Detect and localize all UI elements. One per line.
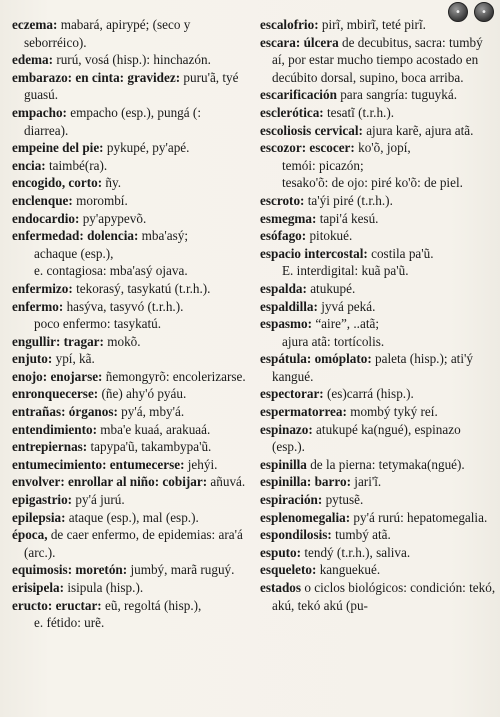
entry-headword: escara: úlcera bbox=[260, 34, 339, 50]
entry-gloss: jari'ĩ. bbox=[350, 474, 382, 490]
dictionary-entry bbox=[12, 51, 248, 69]
entry-gloss: paleta (hisp.); ati'ý kangué. bbox=[272, 351, 473, 384]
entry-headword: empeine del pie: bbox=[12, 140, 104, 156]
entry-subsense: tesako'õ: de ojo: piré ko'õ: de piel. bbox=[282, 175, 463, 191]
entry-gloss: eũ, regoltá (hisp.), bbox=[101, 597, 202, 613]
dictionary-entry bbox=[260, 315, 496, 333]
dictionary-entry bbox=[12, 491, 248, 509]
entry-gloss: pirĩ, mbirĩ, teté pirĩ. bbox=[318, 17, 426, 32]
entry-headword: empacho: bbox=[12, 104, 67, 120]
entry-headword: esclerótica: bbox=[260, 104, 324, 120]
entry-gloss: o ciclos biológicos: condición: tekó, akú, tekó akú (pu- bbox=[272, 580, 496, 613]
circle-button-icon[interactable]: • bbox=[474, 2, 494, 22]
entry-headword: endocardio: bbox=[12, 210, 80, 226]
entry-headword: estados bbox=[260, 580, 302, 595]
dictionary-entry bbox=[12, 526, 248, 561]
dictionary-entry bbox=[260, 544, 496, 562]
entry-gloss: mombý tyký reí. bbox=[346, 404, 438, 420]
entry-headword: espinazo: bbox=[260, 421, 313, 437]
entry-gloss: jumbý, marã ruguý. bbox=[127, 562, 235, 578]
dictionary-entry bbox=[12, 403, 248, 421]
entry-gloss: isipula (hisp.). bbox=[64, 580, 144, 595]
entry-headword: entendimiento: bbox=[12, 421, 97, 437]
dictionary-entry bbox=[260, 280, 496, 298]
entry-subsense: poco enfermo: tasykatú. bbox=[34, 316, 162, 332]
entry-gloss: rurú, vosá (hisp.): hinchazón. bbox=[53, 52, 211, 68]
entry-headword: espermatorrea: bbox=[260, 404, 347, 420]
entry-gloss: taimbé(ra). bbox=[45, 157, 108, 173]
entry-gloss: atukupé ka(ngué), espinazo (esp.). bbox=[272, 421, 461, 455]
dictionary-entry bbox=[260, 298, 496, 316]
entry-gloss: pitokué. bbox=[306, 228, 353, 244]
entry-gloss: ta'ýi piré (t.r.h.). bbox=[304, 192, 393, 208]
entry-headword: eczema: bbox=[12, 17, 58, 32]
dictionary-entry bbox=[260, 245, 496, 263]
dictionary-entry bbox=[12, 421, 248, 439]
dictionary-entry bbox=[12, 16, 248, 51]
entry-headword: escroto: bbox=[260, 192, 305, 208]
entry-headword: epilepsia: bbox=[12, 509, 66, 525]
entry-headword: espalda: bbox=[260, 280, 307, 296]
entry-gloss: tapi'á kesú. bbox=[316, 210, 379, 226]
entry-gloss: tendý (t.r.h.), saliva. bbox=[301, 544, 411, 560]
entry-headword: espectorar: bbox=[260, 386, 324, 402]
dictionary-entry bbox=[260, 491, 496, 509]
dictionary-entry bbox=[12, 579, 248, 597]
entry-headword: espaldilla: bbox=[260, 298, 318, 314]
entry-headword: enfermo: bbox=[12, 298, 64, 314]
entry-headword: enclenque: bbox=[12, 192, 73, 208]
entry-gloss: mokõ. bbox=[103, 333, 141, 349]
entry-subsense: E. interdigital: kuã pa'ũ. bbox=[282, 263, 409, 279]
entry-headword: espacio intercostal: bbox=[260, 245, 368, 261]
entry-gloss: ñemongyrõ: encolerizarse. bbox=[102, 368, 246, 384]
entry-gloss: py'á, mby'á. bbox=[117, 404, 185, 420]
dictionary-entry bbox=[12, 174, 248, 192]
entry-gloss: mba'asý; bbox=[138, 228, 188, 244]
entry-gloss: ataque (esp.), mal (esp.). bbox=[65, 509, 199, 525]
entry-gloss: py'á rurú: hepatomegalia. bbox=[350, 509, 488, 525]
dictionary-entry bbox=[260, 403, 496, 421]
entry-gloss: costila pa'ũ. bbox=[367, 245, 434, 261]
dictionary-entry bbox=[12, 227, 248, 245]
dictionary-entry bbox=[260, 86, 496, 104]
dictionary-entry bbox=[260, 16, 496, 34]
entry-gloss: jyvá peká. bbox=[317, 298, 376, 314]
entry-subsense: e. fétido: urẽ. bbox=[34, 615, 105, 631]
entry-headword: época, bbox=[12, 527, 48, 543]
entry-headword: espinilla bbox=[260, 456, 307, 472]
entry-gloss: mba'e kuaá, arakuaá. bbox=[96, 421, 211, 437]
entry-headword: escalofrio: bbox=[260, 17, 319, 32]
left-column bbox=[12, 16, 248, 632]
entry-headword: esófago: bbox=[260, 228, 307, 244]
entry-gloss: “aire”, ..atã; bbox=[312, 316, 380, 332]
circle-button-icon[interactable]: • bbox=[448, 2, 468, 22]
entry-gloss: empacho (esp.), pungá (: diarrea). bbox=[24, 104, 201, 138]
entry-headword: espasmo: bbox=[260, 316, 313, 332]
right-column bbox=[260, 16, 496, 614]
entry-subsense: ajura atã: tortícolis. bbox=[282, 333, 385, 349]
entry-gloss: ko'õ, jopí, bbox=[354, 140, 411, 156]
entry-gloss: kanguekué. bbox=[316, 562, 381, 578]
dictionary-entry bbox=[12, 473, 248, 491]
dictionary-entry bbox=[12, 509, 248, 527]
dictionary-entry bbox=[12, 139, 248, 157]
entry-gloss: ajura karẽ, ajura atã. bbox=[362, 122, 474, 138]
entry-gloss: tapypa'ũ, takambypa'ũ. bbox=[87, 439, 212, 455]
entry-gloss: para sangría: tuguyká. bbox=[336, 87, 458, 103]
dictionary-entry bbox=[12, 157, 248, 175]
entry-gloss: pykupé, py'apé. bbox=[103, 140, 190, 156]
entry-gloss: de caer enfermo, de epidemias: ara'á (arc.). bbox=[24, 527, 243, 560]
dictionary-entry bbox=[260, 509, 496, 527]
dictionary-entry bbox=[260, 421, 496, 456]
entry-headword: esqueleto: bbox=[260, 562, 317, 578]
entry-headword: erisipela: bbox=[12, 580, 65, 595]
entry-headword: entumecimiento: entumecerse: bbox=[12, 456, 185, 472]
entry-headword: enfermedad: dolencia: bbox=[12, 228, 139, 244]
dictionary-entry bbox=[260, 579, 496, 614]
entry-headword: engullir: tragar: bbox=[12, 333, 104, 349]
dictionary-entry bbox=[260, 192, 496, 210]
entry-headword: esmegma: bbox=[260, 210, 317, 226]
entry-gloss: morombí. bbox=[72, 192, 128, 208]
dictionary-entry bbox=[260, 122, 496, 140]
entry-headword: enojo: enojarse: bbox=[12, 368, 103, 384]
entry-gloss: py'á jurú. bbox=[72, 492, 125, 508]
dictionary-entry bbox=[260, 456, 496, 474]
dictionary-entry bbox=[12, 333, 248, 351]
dictionary-entry bbox=[12, 456, 248, 474]
dictionary-entry bbox=[260, 473, 496, 491]
dictionary-entry bbox=[260, 227, 496, 245]
entry-headword: esputo: bbox=[260, 544, 302, 560]
dictionary-entry bbox=[12, 104, 248, 139]
entry-subsense: temói: picazón; bbox=[282, 157, 364, 173]
dictionary-entry bbox=[260, 139, 496, 157]
entry-headword: esplenomegalia: bbox=[260, 509, 351, 525]
entry-gloss: ypí, kã. bbox=[52, 351, 95, 367]
dictionary-entry bbox=[260, 561, 496, 579]
entry-gloss: jehýi. bbox=[184, 456, 218, 472]
dictionary-entry bbox=[260, 385, 496, 403]
entry-subsense: e. contagiosa: mba'asý ojava. bbox=[34, 263, 188, 279]
dictionary-entry bbox=[12, 385, 248, 403]
entry-headword: edema: bbox=[12, 52, 54, 68]
entry-headword: enjuto: bbox=[12, 351, 53, 367]
entry-gloss: pytusẽ. bbox=[322, 492, 364, 508]
entry-headword: escarificación bbox=[260, 87, 337, 103]
entry-headword: epigastrio: bbox=[12, 492, 73, 508]
entry-gloss: (es)carrá (hisp.). bbox=[323, 386, 414, 402]
dictionary-entry bbox=[12, 280, 248, 298]
dictionary-entry bbox=[260, 34, 496, 87]
entry-gloss: de decubitus, sacra: tumbý aí, por estar mucho tiempo acostado en decúbito dorsal, supino, boca arriba. bbox=[272, 34, 483, 85]
dictionary-entry bbox=[12, 210, 248, 228]
entry-headword: enronquecerse: bbox=[12, 386, 99, 402]
entry-headword: entrepiernas: bbox=[12, 439, 88, 455]
entry-headword: encogido, corto: bbox=[12, 175, 103, 191]
dictionary-entry bbox=[260, 104, 496, 122]
dictionary-entry bbox=[260, 350, 496, 385]
dictionary-entry bbox=[12, 298, 248, 316]
dictionary-entry bbox=[12, 438, 248, 456]
entry-headword: espátula: omóplato: bbox=[260, 351, 372, 367]
dictionary-entry bbox=[12, 69, 248, 104]
entry-gloss: atukupé. bbox=[306, 280, 356, 296]
entry-headword: escoliosis cervical: bbox=[260, 122, 363, 138]
entry-headword: enfermizo: bbox=[12, 280, 73, 296]
entry-gloss: tekorasý, tasykatú (t.r.h.). bbox=[72, 280, 211, 296]
entry-headword: equimosis: moretón: bbox=[12, 562, 128, 578]
entry-headword: entrañas: órganos: bbox=[12, 404, 118, 420]
entry-headword: espinilla: barro: bbox=[260, 474, 351, 490]
dictionary-entry bbox=[12, 192, 248, 210]
entry-gloss: (ñe) ahy'ó pyáu. bbox=[98, 386, 187, 402]
entry-gloss: añuvá. bbox=[207, 474, 246, 490]
entry-gloss: ñy. bbox=[102, 175, 122, 191]
entry-headword: espiración: bbox=[260, 492, 323, 508]
entry-gloss: py'apypevõ. bbox=[79, 210, 147, 226]
dictionary-entry bbox=[12, 597, 248, 615]
dictionary-entry bbox=[12, 368, 248, 386]
dictionary-entry bbox=[260, 526, 496, 544]
entry-gloss: tumbý atã. bbox=[331, 527, 391, 543]
entry-headword: encia: bbox=[12, 157, 46, 173]
entry-headword: escozor: escocer: bbox=[260, 140, 355, 156]
entry-subsense: achaque (esp.), bbox=[34, 245, 114, 261]
entry-gloss: mabará, apirypé; (seco y seborréico). bbox=[24, 17, 191, 50]
entry-gloss: de la pierna: tetymaka(ngué). bbox=[306, 456, 465, 472]
entry-headword: embarazo: en cinta: gravidez: bbox=[12, 69, 181, 85]
dictionary-entry bbox=[260, 210, 496, 228]
entry-headword: envolver: enrollar al niño: cobijar: bbox=[12, 474, 208, 490]
dictionary-entry bbox=[12, 350, 248, 368]
entry-gloss: puru'ã, tyé guasú. bbox=[24, 69, 239, 103]
entry-headword: espondilosis: bbox=[260, 527, 332, 543]
entry-gloss: tesatĩ (t.r.h.). bbox=[323, 104, 395, 120]
dictionary-entry bbox=[12, 561, 248, 579]
entry-headword: eructo: eructar: bbox=[12, 597, 102, 613]
entry-gloss: hasýva, tasyvó (t.r.h.). bbox=[63, 298, 184, 314]
